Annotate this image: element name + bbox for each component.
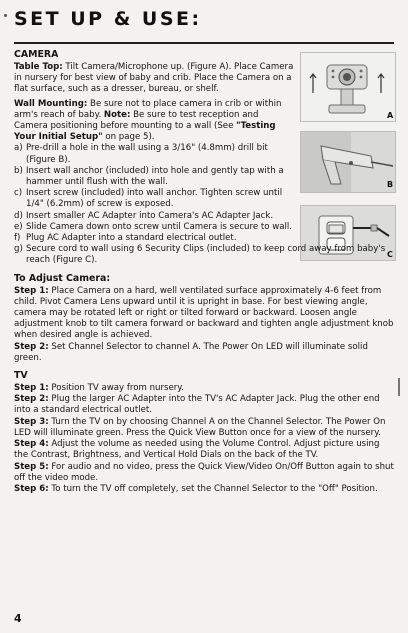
list-item: e) Slide Camera down onto screw until Camera is secure to wall. [14, 221, 293, 232]
figure-a-label: A [387, 111, 394, 120]
tv-step: Step 1: Position TV away from nursery. [14, 383, 184, 394]
page-title: SET UP & USE: [14, 8, 202, 30]
tv-step: Step 2: Plug the larger AC Adapter into the TV's AC Adapter Jack. Plug the other end into a standard electrical outlet. [14, 394, 380, 416]
adjust-step: Step 2: Set Channel Selector to channel A. The Power On LED will illuminate solid green. [14, 341, 368, 363]
title-divider [14, 42, 394, 44]
list-item: g) Secure cord to wall using 6 Security Clips (included) to keep cord away from baby's reach (Figure C). [14, 244, 386, 266]
page-edge-mark [398, 378, 400, 396]
tv-step: Step 5: For audio and no video, press the Quick View/Video On/Off Button again to shut off the video mode. [14, 461, 394, 483]
figure-b-label: B [387, 180, 394, 189]
wall-mount-steps-continued [14, 233, 394, 267]
list-item: a) Pre-drill a hole in the wall using a 3/16" (4.8mm) drill bit (Figure B). [14, 143, 268, 165]
page-edge-mark [4, 14, 7, 17]
list-item: f) Plug AC Adapter into a standard electrical outlet. [14, 233, 237, 244]
testing-setup-reference: "Testing Your Initial Setup" [14, 121, 276, 143]
table-top-paragraph [14, 62, 294, 96]
tv-section [14, 370, 394, 495]
wall-mounting-paragraph [14, 99, 294, 144]
adjust-camera-section [14, 273, 394, 364]
page-number: 4 [14, 612, 22, 625]
table-top-text: Tilt Camera/Microphone up. (Figure A). Place Camera in nursery for best view of baby and crib. Place the Camera on a flat surface, such as a dresser, bureau, or shelf. [14, 62, 294, 95]
tv-step: Step 4: Adjust the volume as needed using the Volume Control. Adjust picture using the Contrast, Brightness, and Vertical Hold Dials on the back of the TV. [14, 439, 380, 461]
camera-section [14, 49, 294, 233]
tv-step: Step 3: Turn the TV on by choosing Channel A on the Channel Selector. The Power On LED will illuminate green. Press the Quick View Button once for a view of the nursery. [14, 416, 386, 438]
camera-heading: CAMERA [14, 49, 59, 60]
adjust-camera-heading: To Adjust Camera: [14, 272, 111, 284]
wall-mounting-note-label: Note: [103, 109, 131, 120]
tv-step: Step 6: To turn the TV off completely, set the Channel Selector to the "Off" Position. [14, 483, 378, 494]
manual-body [14, 49, 394, 495]
tv-heading: TV [14, 370, 28, 382]
table-top-label: Table Top: [14, 62, 63, 72]
adjust-step: Step 1: Place Camera on a hard, well ventilated surface approximately 4-6 feet from child. Pivot Camera Lens upward until it is upright in base. For best viewing angle, camera may be rotated left or right or tilted forward or backward. Loosen angle adjustment knob to tilt camera forward or backward and tighten angle adjustment knob when desired angle is achieved. [14, 285, 394, 341]
wall-mounting-label: Wall Mounting: [14, 98, 88, 109]
wall-mounting-note-text: Be sure to test reception and Camera positioning before mounting to a wall (See [14, 109, 259, 132]
list-item: c) Insert screw (included) into wall anchor. Tighten screw until 1/4" (6.2mm) of screw is exposed. [14, 188, 283, 210]
list-item: d) Insert smaller AC Adapter into Camera's AC Adapter Jack. [14, 210, 274, 221]
wall-mounting-page-ref: on page 5). [105, 132, 155, 143]
wall-mounting-text: Be sure not to place camera in crib or within arm's reach of baby. [14, 98, 282, 120]
wall-mount-steps [14, 143, 294, 233]
list-item: b) Insert wall anchor (included) into hole and gently tap with a hammer until flush with the wall. [14, 165, 284, 188]
figure-c-label: C [387, 250, 393, 259]
